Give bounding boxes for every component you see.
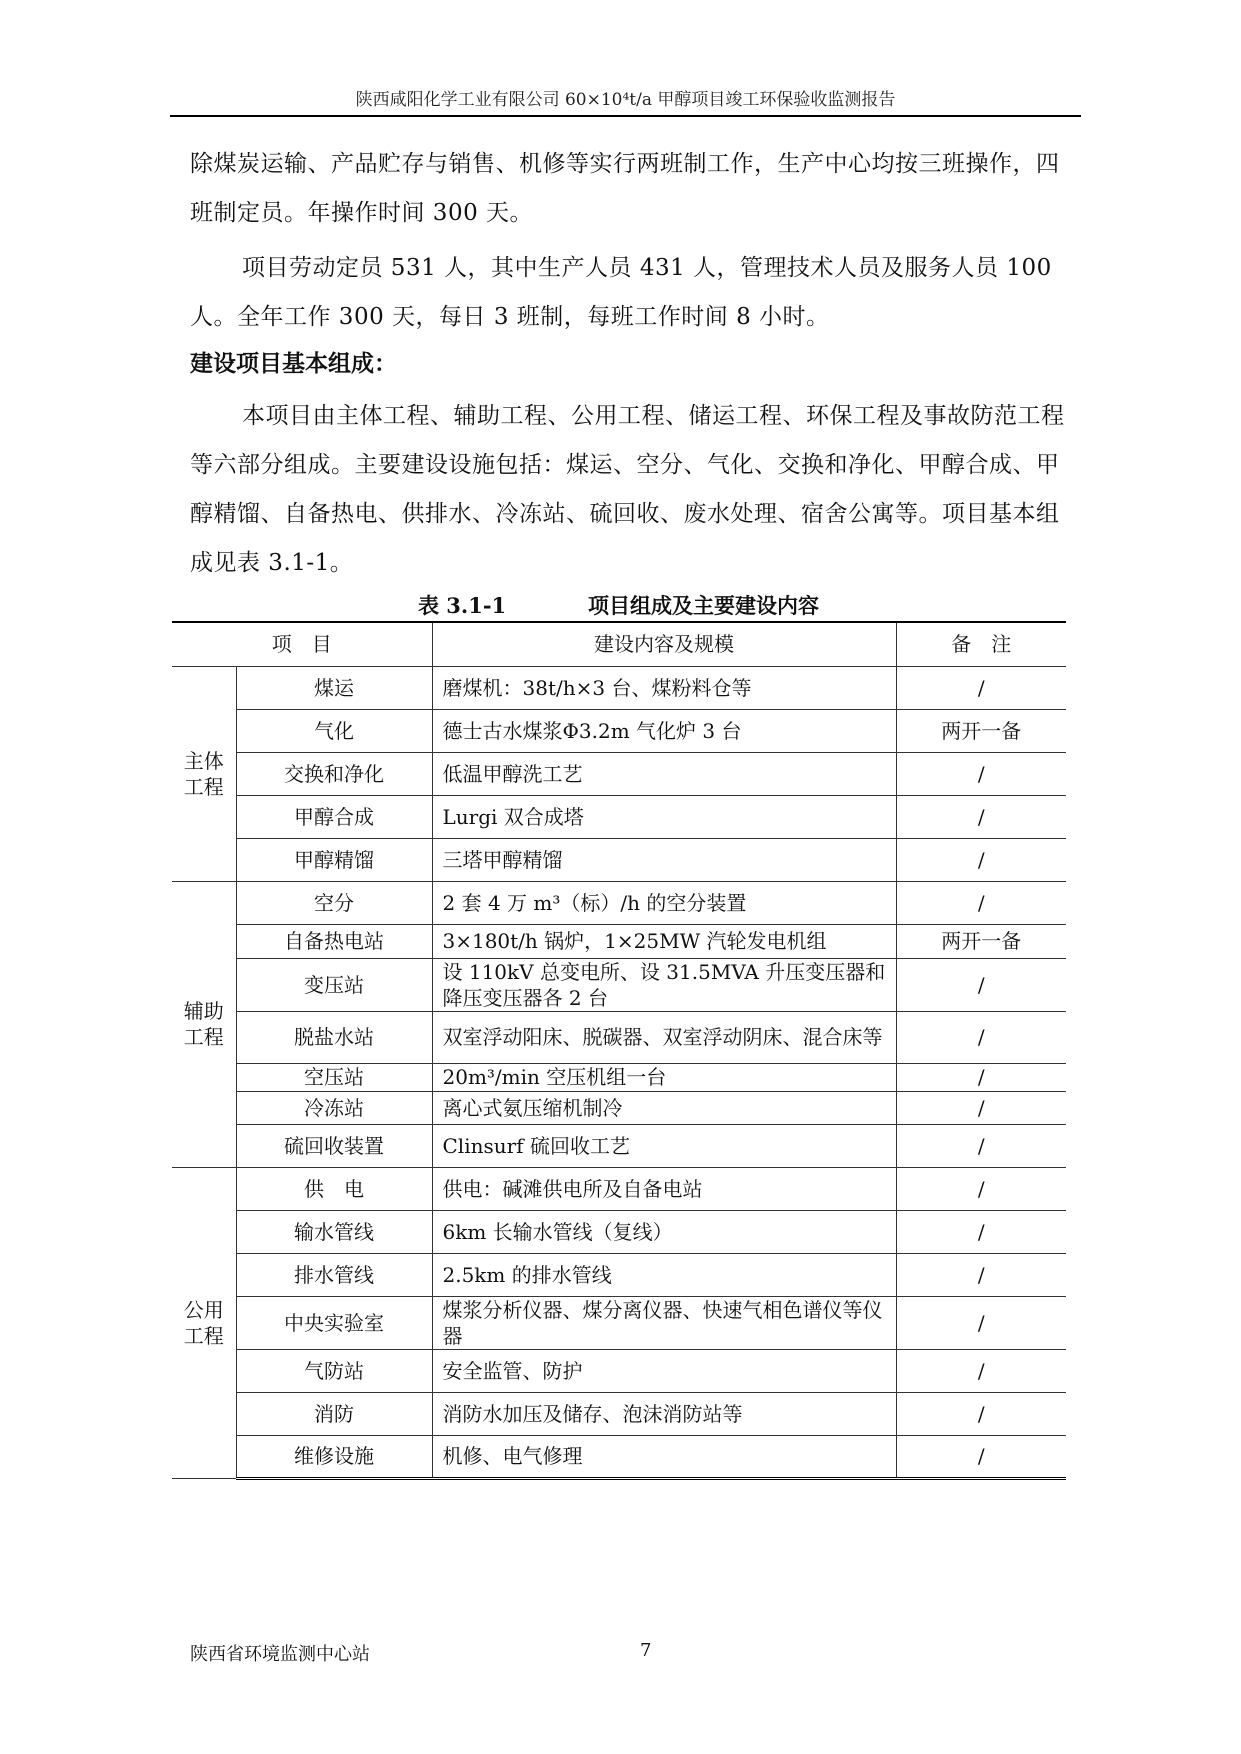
row-content: 双室浮动阳床、脱碳器、双室浮动阴床、混合床等	[432, 1011, 896, 1063]
row-item: 脱盐水站	[236, 1011, 432, 1063]
row-item: 供 电	[236, 1167, 432, 1210]
table-caption-number: 表 3.1-1	[418, 593, 507, 618]
row-item: 空分	[236, 881, 432, 924]
header-rule	[170, 115, 1081, 117]
row-content: 设 110kV 总变电所、设 31.5MVA 升压变压器和降压变压器各 2 台	[432, 958, 896, 1011]
row-content: 磨煤机：38t/h×3 台、煤粉料仓等	[432, 666, 896, 709]
row-note: /	[896, 881, 1066, 924]
row-note: /	[896, 1063, 1066, 1091]
row-item: 输水管线	[236, 1210, 432, 1253]
table-row	[172, 795, 1066, 838]
row-item: 中央实验室	[236, 1296, 432, 1349]
table-row	[172, 838, 1066, 881]
group-utility-works: 公用 工程	[172, 1167, 236, 1478]
table-row	[172, 1210, 1066, 1253]
row-content: Lurgi 双合成塔	[432, 795, 896, 838]
row-note: /	[896, 1435, 1066, 1478]
row-content: 供电：碱滩供电所及自备电站	[432, 1167, 896, 1210]
row-content: 6km 长输水管线（复线）	[432, 1210, 896, 1253]
row-content: 消防水加压及储存、泡沫消防站等	[432, 1392, 896, 1435]
row-item: 气防站	[236, 1349, 432, 1392]
row-content: Clinsurf 硫回收工艺	[432, 1124, 896, 1167]
table-row	[172, 1011, 1066, 1063]
page-number: 7	[640, 1640, 652, 1661]
row-item: 空压站	[236, 1063, 432, 1091]
paragraph-composition: 本项目由主体工程、辅助工程、公用工程、储运工程、环保工程及事故防范工程等六部分组成。主要建设设施包括：煤运、空分、气化、交换和净化、甲醇合成、甲醇精馏、自备热电、供排水、冷冻站、硫回收、废水处理、宿舍公寓等。项目基本组成见表 3.1-1。	[190, 403, 1065, 576]
row-content: 德士古水煤浆Φ3.2m 气化炉 3 台	[432, 709, 896, 752]
row-content: 机修、电气修理	[432, 1435, 896, 1478]
table-row	[172, 1167, 1066, 1210]
row-note: /	[896, 795, 1066, 838]
row-content: 低温甲醇洗工艺	[432, 752, 896, 795]
row-note: /	[896, 666, 1066, 709]
row-item: 维修设施	[236, 1435, 432, 1478]
row-content: 3×180t/h 锅炉，1×25MW 汽轮发电机组	[432, 924, 896, 958]
row-item: 自备热电站	[236, 924, 432, 958]
row-content: 三塔甲醇精馏	[432, 838, 896, 881]
row-note: 两开一备	[896, 924, 1066, 958]
row-item: 煤运	[236, 666, 432, 709]
row-note: /	[896, 838, 1066, 881]
table-row	[172, 1435, 1066, 1478]
row-content: 2.5km 的排水管线	[432, 1253, 896, 1296]
footer-organization: 陕西省环境监测中心站	[190, 1644, 370, 1665]
table-row	[172, 958, 1066, 1011]
table-caption-title: 项目组成及主要建设内容	[588, 593, 819, 618]
row-note: /	[896, 1167, 1066, 1210]
row-content: 安全监管、防护	[432, 1349, 896, 1392]
row-item: 甲醇合成	[236, 795, 432, 838]
paragraph-staffing: 项目劳动定员 531 人，其中生产人员 431 人，管理技术人员及服务人员 100 人。全年工作 300 天，每日 3 班制，每班工作时间 8 小时。	[190, 255, 1052, 330]
section-title: 建设项目基本组成：	[190, 350, 397, 377]
row-note: /	[896, 1296, 1066, 1349]
row-note: /	[896, 1091, 1066, 1124]
row-item: 消防	[236, 1392, 432, 1435]
table-row	[172, 1124, 1066, 1167]
group-auxiliary-works: 辅助 工程	[172, 881, 236, 1167]
table-row	[172, 924, 1066, 958]
table-row	[172, 1349, 1066, 1392]
row-item: 硫回收装置	[236, 1124, 432, 1167]
row-note: /	[896, 1392, 1066, 1435]
row-note: /	[896, 1011, 1066, 1063]
row-content: 20m³/min 空压机组一台	[432, 1063, 896, 1091]
header-content: 建设内容及规模	[432, 622, 896, 666]
row-item: 排水管线	[236, 1253, 432, 1296]
row-note: /	[896, 752, 1066, 795]
row-note: /	[896, 1210, 1066, 1253]
row-note: /	[896, 1124, 1066, 1167]
project-composition-table	[172, 621, 1066, 1480]
row-item: 甲醇精馏	[236, 838, 432, 881]
table-row	[172, 1392, 1066, 1435]
group-main-works: 主体 工程	[172, 666, 236, 881]
row-item: 冷冻站	[236, 1091, 432, 1124]
table-row	[172, 1253, 1066, 1296]
row-item: 气化	[236, 709, 432, 752]
table-row	[172, 1296, 1066, 1349]
table-row	[172, 752, 1066, 795]
table-row	[172, 709, 1066, 752]
table-row	[172, 666, 1066, 709]
paragraph-shift-schedule: 除煤炭运输、产品贮存与销售、机修等实行两班制工作，生产中心均按三班操作，四班制定员。年操作时间 300 天。	[190, 151, 1060, 226]
running-header: 陕西咸阳化学工业有限公司 60×10⁴t/a 甲醇项目竣工环保验收监测报告	[355, 90, 896, 110]
row-item: 变压站	[236, 958, 432, 1011]
table-row	[172, 1063, 1066, 1091]
header-note: 备 注	[896, 622, 1066, 666]
table-row	[172, 1091, 1066, 1124]
row-content: 煤浆分析仪器、煤分离仪器、快速气相色谱仪等仪器	[432, 1296, 896, 1349]
header-item: 项 目	[172, 622, 432, 666]
table-row	[172, 881, 1066, 924]
row-note: /	[896, 958, 1066, 1011]
table-caption	[0, 590, 1241, 620]
table-header-row	[172, 622, 1066, 666]
row-note: 两开一备	[896, 709, 1066, 752]
row-content: 2 套 4 万 m³（标）/h 的空分装置	[432, 881, 896, 924]
row-content: 离心式氨压缩机制冷	[432, 1091, 896, 1124]
row-note: /	[896, 1349, 1066, 1392]
row-item: 交换和净化	[236, 752, 432, 795]
row-note: /	[896, 1253, 1066, 1296]
